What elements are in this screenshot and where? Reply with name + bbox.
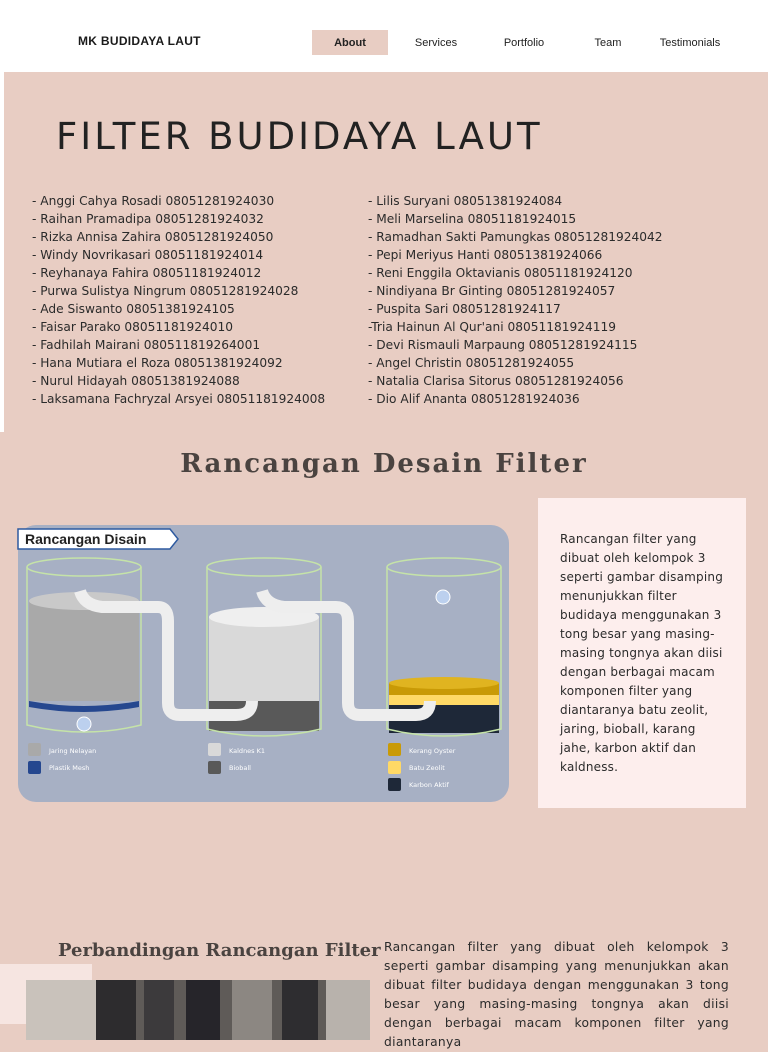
tank-1	[27, 558, 141, 732]
tank-1-rim	[27, 558, 141, 576]
legend-label-oyster: Kerang Oyster	[409, 747, 456, 755]
member-list-left	[32, 192, 325, 408]
legend-swatch-zeolit	[388, 761, 401, 774]
nav-link-testimonials[interactable]: Testimonials	[659, 36, 721, 49]
legend-label-bioball: Bioball	[229, 764, 251, 772]
photo-figure-5	[282, 980, 318, 1040]
tank-2-rim	[207, 558, 321, 576]
member-item: - Lilis Suryani 08051381924084	[368, 194, 563, 208]
member-item: - Laksamana Fachryzal Arsyei 08051181924008	[32, 392, 326, 406]
diagram-banner-label: Rancangan Disain	[25, 531, 147, 547]
member-item: - Reni Enggila Oktavianis 08051181924120	[368, 266, 633, 280]
design-section-title: Rancangan Desain Filter	[180, 449, 588, 479]
member-list-right	[368, 192, 663, 408]
member-item: - Faisar Parako 08051181924010	[32, 320, 233, 334]
legend-label-jaring: Jaring Nelayan	[49, 747, 97, 755]
legend-swatch-oyster	[388, 743, 401, 756]
member-item: - Natalia Clarisa Sitorus 08051281924056	[368, 374, 624, 388]
member-item: - Raihan Pramadipa 08051281924032	[32, 212, 264, 226]
filter-design-diagram	[18, 525, 509, 802]
legend-swatch-jaring	[28, 743, 41, 756]
diagram-legend	[28, 743, 456, 791]
photo-wall-left	[26, 980, 96, 1040]
legend-swatch-plastik	[28, 761, 41, 774]
tank-3-rim	[387, 558, 501, 576]
member-item: - Anggi Cahya Rosadi 08051281924030	[32, 194, 275, 208]
tank-1-net-layer	[29, 601, 139, 701]
legend-label-kaldnes: Kaldnes K1	[229, 747, 266, 755]
legend-swatch-kaldnes	[208, 743, 221, 756]
member-item: - Dio Alif Ananta 08051281924036	[368, 392, 580, 406]
comparison-photo	[26, 980, 370, 1040]
member-item: - Fadhilah Mairani 080511819264001	[32, 338, 261, 352]
hero-title: FILTER BUDIDAYA LAUT	[56, 115, 543, 158]
design-description-card	[538, 498, 746, 808]
member-item: - Windy Novrikasari 08051181924014	[32, 248, 264, 262]
member-item: - Hana Mutiara el Roza 08051381924092	[32, 356, 283, 370]
nav-link-services[interactable]: Services	[414, 36, 458, 49]
tank-1-outlet-icon	[77, 717, 91, 731]
hero-left-edge	[0, 72, 4, 432]
legend-label-plastik: Plastik Mesh	[49, 764, 90, 772]
member-item: - Purwa Sulistya Ningrum 08051281924028	[32, 284, 299, 298]
member-item: - Nindiyana Br Ginting 08051281924057	[368, 284, 616, 298]
comparison-text: Rancangan filter yang dibuat oleh kelompok 3 seperti gambar disamping yang menunjukkan akan dibuat filter budidaya dengan menggunakan 3 tong besar yang masing-masing tongnya akan diisi dengan berbagai macam komponen filter yang diantaranya	[384, 940, 729, 1049]
member-item: - Devi Rismauli Marpaung 08051281924115	[368, 338, 638, 352]
tank-2-kaldnes-layer	[209, 617, 319, 701]
legend-label-zeolit: Batu Zeolit	[409, 764, 445, 772]
photo-figure-3	[186, 980, 220, 1040]
member-item: - Angel Christin 08051281924055	[368, 356, 575, 370]
filter-design-svg	[18, 525, 509, 802]
member-item: - Reyhanaya Fahira 08051181924012	[32, 266, 262, 280]
member-item: - Puspita Sari 08051281924117	[368, 302, 561, 316]
member-item: - Ade Siswanto 08051381924105	[32, 302, 235, 316]
member-item: - Ramadhan Sakti Pamungkas 08051281924042	[368, 230, 663, 244]
photo-figure-2	[144, 980, 174, 1040]
design-description-text: Rancangan filter yang dibuat oleh kelompok 3 seperti gambar disamping menunjukkan filter budidaya menggunakan 3 tong besar yang masing-masing tongnya akan diisi dengan berbagai macam komponen filter yang diantaranya batu zeolit, jaring, bioball, karang jahe, karbon aktif dan kaldness.	[560, 532, 724, 774]
member-item: - Rizka Annisa Zahira 08051281924050	[32, 230, 274, 244]
photo-figure-1	[96, 980, 136, 1040]
comparison-section-title: Perbandingan Rancangan Filter	[58, 940, 381, 961]
member-item: - Meli Marselina 08051181924015	[368, 212, 577, 226]
nav-link-about[interactable]: About	[312, 30, 388, 55]
nav-link-team[interactable]: Team	[594, 36, 622, 49]
brand-name[interactable]: MK BUDIDAYA LAUT	[78, 34, 201, 48]
nav-link-portfolio[interactable]: Portfolio	[503, 36, 545, 49]
member-item: - Pepi Meriyus Hanti 08051381924066	[368, 248, 603, 262]
photo-figure-4	[232, 980, 272, 1040]
legend-label-karbon: Karbon Aktif	[409, 781, 449, 789]
member-item: - Nurul Hidayah 08051381924088	[32, 374, 240, 388]
legend-swatch-bioball	[208, 761, 221, 774]
tank-3-oyster-top	[389, 677, 499, 689]
tank-3-inlet-icon	[436, 590, 450, 604]
legend-swatch-karbon	[388, 778, 401, 791]
comparison-photo-art	[26, 980, 370, 1040]
member-item: -Tria Hainun Al Qur'ani 08051181924119	[368, 320, 617, 334]
top-navbar	[0, 0, 768, 72]
photo-wall-right	[326, 980, 370, 1040]
tank-1-mesh-layer	[29, 701, 139, 712]
